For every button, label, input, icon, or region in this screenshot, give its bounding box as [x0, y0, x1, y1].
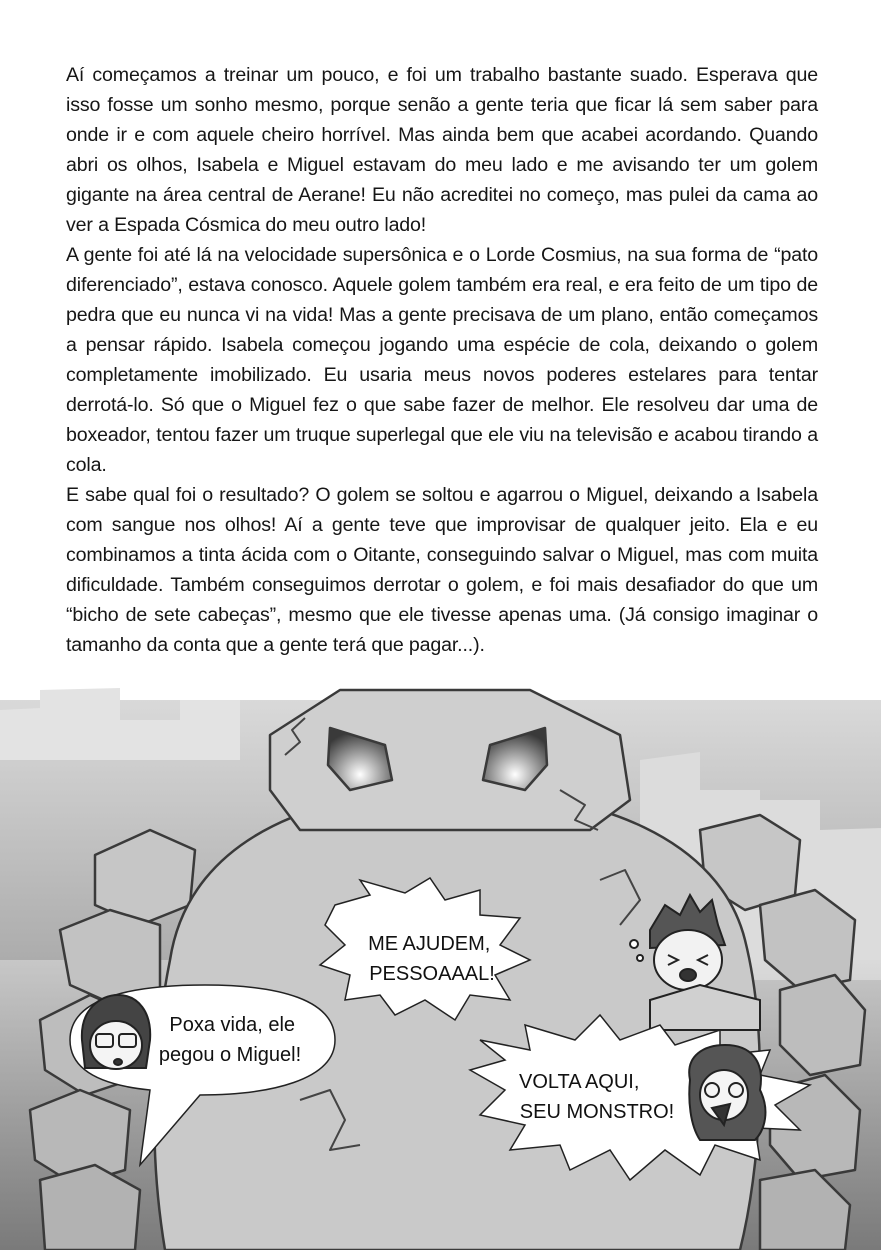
story-paragraph-1: Aí começamos a treinar um pouco, e foi um trabalho bastante suado. Esperava que isso fosse um sonho mesmo, porque senão a gente teria que ficar lá sem saber para onde ir e com aquele cheiro horrível. Mas ainda bem que acabei acordando. Quando abri os olhos, Isabela e Miguel estavam do meu lado e me avisando ter um golem gigante na área central de Aerane! Eu não acreditei no começo, mas pulei da cama ao ver a Espada Cósmica do meu outro lado! — [66, 64, 818, 236]
right-line-2: SEU MONSTRO! — [519, 1101, 675, 1123]
miguel-line-2: PESSOAAAL! — [369, 963, 495, 985]
girl-glasses-avatar — [82, 995, 150, 1069]
left-line-1: Poxa vida, ele — [169, 1014, 296, 1036]
story-paragraph-2: A gente foi até lá na velocidade supersônica e o Lorde Cosmius, na sua forma de “pato diferenciado”, estava conosco. Aquele golem também era real, e era feito de um tipo de pedra que eu nunca vi na vida! Mas a gente precisava de um plano, então começamos a pensar rápido. Isabela começou jogando uma espécie de cola, deixando o golem completamente imobilizado. Eu usaria meus novos poderes estelares para tentar derrotá-lo. Só que o Miguel fez o que sabe fazer de melhor. Ele resolveu dar uma de boxeador, tentou fazer um truque superlegal que ele viu na televisão e acabou tirando a cola. — [66, 244, 818, 476]
right-line-1: VOLTA AQUI, — [519, 1071, 640, 1093]
isabela-character — [689, 1045, 765, 1140]
miguel-line-1: ME AJUDEM, — [368, 933, 491, 955]
story-paragraph-3: E sabe qual foi o resultado? O golem se soltou e agarrou o Miguel, deixando a Isabela com sangue nos olhos! Aí a gente teve que improvisar de qualquer jeito. Ela e eu combinamos a tinta ácida com o Oitante, conseguindo salvar o Miguel, mas com muita dificuldade. Também conseguimos derrotar o golem, e foi mais desafiador do que um “bicho de sete cabeças”, mesmo que ele tivesse apenas uma. (Já consigo imaginar o tamanho da conta que a gente terá que pagar...). — [66, 484, 818, 656]
left-line-2: pegou o Miguel! — [158, 1044, 302, 1066]
